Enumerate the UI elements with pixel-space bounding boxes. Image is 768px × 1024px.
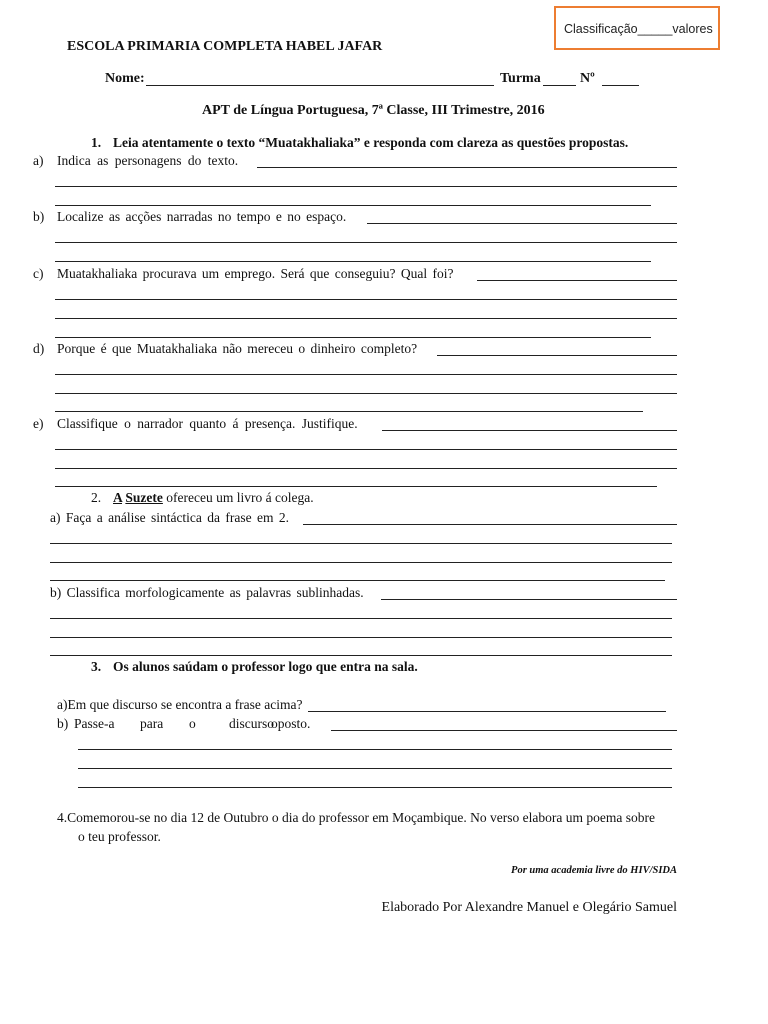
answer-line[interactable] <box>308 711 666 712</box>
school-name: ESCOLA PRIMARIA COMPLETA HABEL JAFAR <box>67 39 383 54</box>
number-field[interactable] <box>602 85 639 86</box>
q1b-letter: b) <box>33 209 45 224</box>
q3b-word: discurso <box>229 716 274 731</box>
answer-line[interactable] <box>50 637 672 638</box>
answer-line[interactable] <box>55 411 643 412</box>
answer-line[interactable] <box>382 430 677 431</box>
answer-line[interactable] <box>437 355 677 356</box>
q1-text: Leia atentamente o texto “Muatakhaliaka” e responda com clareza as questões propostas. <box>113 135 629 150</box>
q2-word-suzete: Suzete <box>125 490 163 505</box>
answer-line[interactable] <box>50 655 672 656</box>
answer-line[interactable] <box>55 242 677 243</box>
q1a-letter: a) <box>33 153 44 168</box>
q1b-text: Localize as acções narradas no tempo e no espaço. <box>57 209 347 224</box>
q3-number: 3. <box>91 659 102 674</box>
slogan: Por uma academia livre do HIV/SIDA <box>511 865 677 876</box>
q4-line1: 4.Comemorou-se no dia 12 de Outubro o dia do professor em Moçambique. No verso elabora um poema sobre <box>57 810 655 825</box>
q2b-text: b) Classifica morfologicamente as palavras sublinhadas. <box>50 585 364 600</box>
answer-line[interactable] <box>55 318 677 319</box>
grade-box-text: Classificação_____valores <box>564 22 713 36</box>
name-label: Nome: <box>105 71 145 86</box>
q1e-letter: e) <box>33 416 44 431</box>
class-field[interactable] <box>543 85 576 86</box>
author-credit: Elaborado Por Alexandre Manuel e Olegário Samuel <box>381 900 677 915</box>
q1-number: 1. <box>91 135 102 150</box>
class-label: Turma <box>500 71 541 86</box>
q4-line2: o teu professor. <box>78 829 161 844</box>
q2-number: 2. <box>91 490 102 505</box>
answer-line[interactable] <box>477 280 677 281</box>
number-label: Nº <box>580 71 595 86</box>
q1d-text: Porque é que Muatakhaliaka não mereceu o dinheiro completo? <box>57 341 418 356</box>
answer-line[interactable] <box>50 562 672 563</box>
q1a-text: Indica as personagens do texto. <box>57 153 239 168</box>
q3b-word: oposto. <box>271 716 311 731</box>
q1c-letter: c) <box>33 266 44 281</box>
q2-sentence-rest: ofereceu um livro á colega. <box>166 490 314 505</box>
answer-line[interactable] <box>78 768 672 769</box>
q2-word-a: A <box>113 490 123 505</box>
answer-line[interactable] <box>331 730 677 731</box>
test-title: APT de Língua Portuguesa, 7ª Classe, III Trimestre, 2016 <box>202 103 545 118</box>
answer-line[interactable] <box>78 749 672 750</box>
answer-line[interactable] <box>55 486 657 487</box>
answer-line[interactable] <box>55 337 651 338</box>
q2-sentence <box>113 490 314 506</box>
q3b-word: Passe-a <box>74 716 115 731</box>
q3-text: Os alunos saúdam o professor logo que entra na sala. <box>113 659 418 674</box>
answer-line[interactable] <box>50 543 672 544</box>
answer-line[interactable] <box>55 299 677 300</box>
q1e-text: Classifique o narrador quanto á presença. Justifique. <box>57 416 358 431</box>
answer-line[interactable] <box>55 449 677 450</box>
q3b-word: o <box>189 716 196 731</box>
q3b-letter: b) <box>57 716 69 731</box>
q1c-text: Muatakhaliaka procurava um emprego. Será que conseguiu? Qual foi? <box>57 266 454 281</box>
answer-line[interactable] <box>50 580 665 581</box>
answer-line[interactable] <box>55 186 677 187</box>
answer-line[interactable] <box>55 393 677 394</box>
answer-line[interactable] <box>55 205 651 206</box>
answer-line[interactable] <box>55 261 651 262</box>
answer-line[interactable] <box>55 374 677 375</box>
answer-line[interactable] <box>381 599 677 600</box>
name-field[interactable] <box>146 85 494 86</box>
q3a-text: a)Em que discurso se encontra a frase acima? <box>57 697 303 712</box>
answer-line[interactable] <box>303 524 677 525</box>
q2a-text: a) Faça a análise sintáctica da frase em 2. <box>50 510 290 525</box>
answer-line[interactable] <box>55 468 677 469</box>
q3b-word: para <box>140 716 164 731</box>
answer-line[interactable] <box>257 167 677 168</box>
answer-line[interactable] <box>78 787 672 788</box>
answer-line[interactable] <box>50 618 672 619</box>
answer-line[interactable] <box>367 223 677 224</box>
grade-box <box>554 6 720 50</box>
q1d-letter: d) <box>33 341 45 356</box>
